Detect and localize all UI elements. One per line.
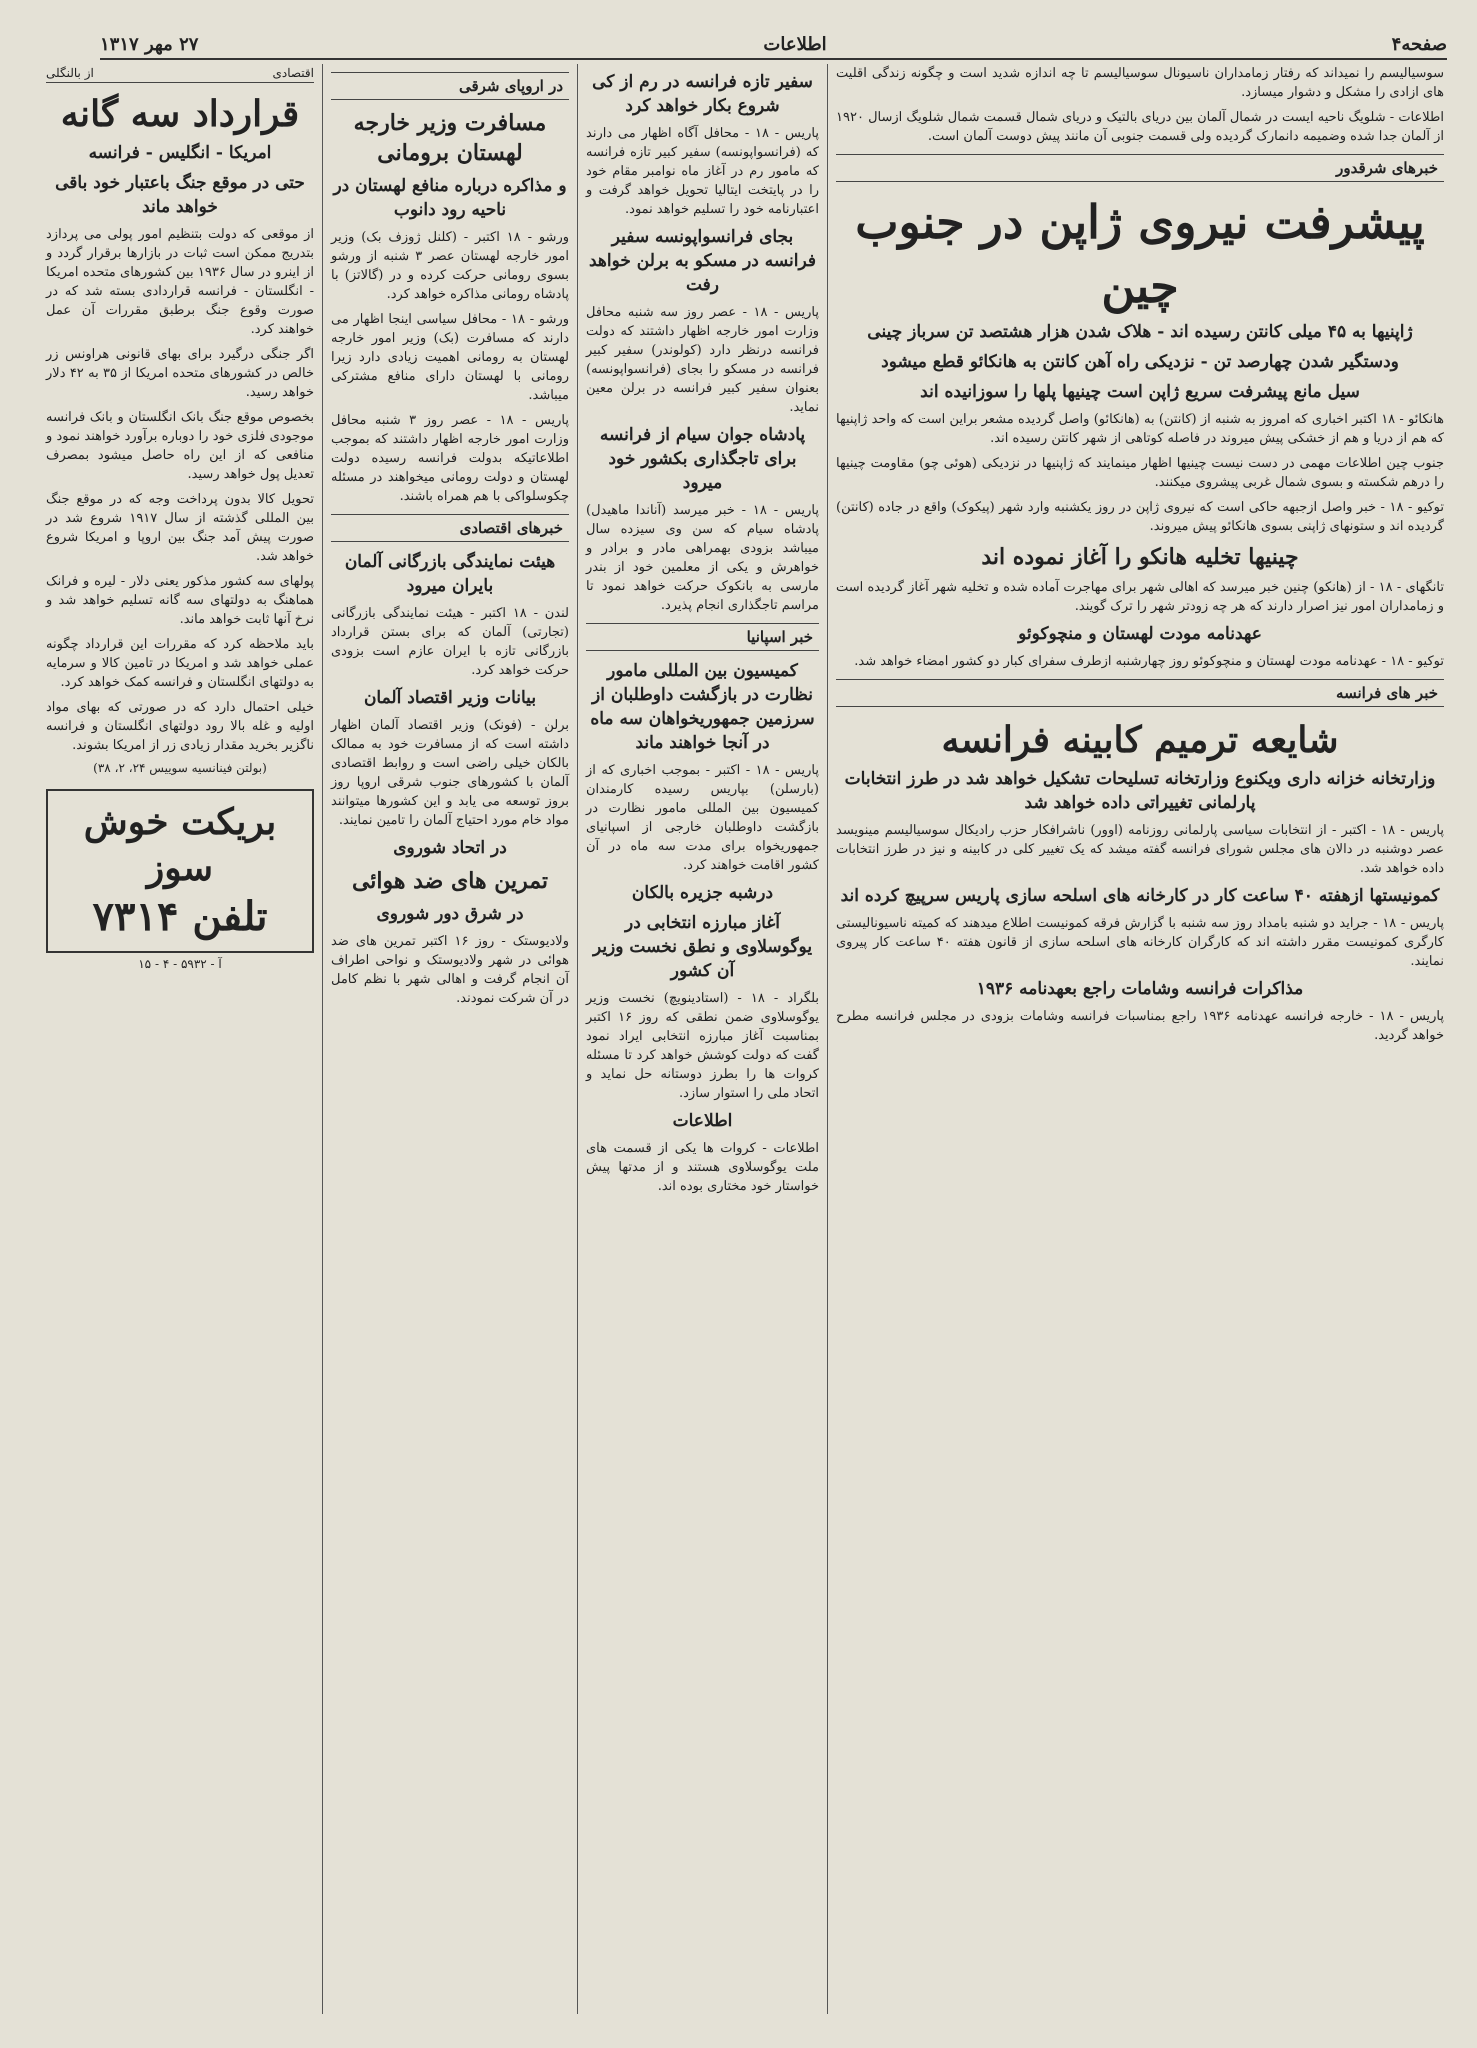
section-eastern-europe: در اروپای شرقی: [331, 72, 569, 100]
headline-negotiations: مذاکرات فرانسه وشامات راجع بعهدنامه ۱۹۳۶: [976, 979, 1304, 999]
column-rule: [827, 64, 828, 2014]
headline-france-rome: سفیر تازه فرانسه در رم از کی شروع بکار خواهد کرد: [592, 72, 813, 116]
article-text: پاریس - ۱۸ - خبر میرسد (آناندا ماهیدل) پادشاه سیام که سن وی سیزده سال میباشد بزودی بهمراهی مادر و برادر و خواهرش و یکی از معلمین خود از بندر مارسی به بانکوک حرکت خواهد نمود تا مراسم تاجگذاری انجام پذیرد.: [586, 503, 819, 613]
article-text: برلن - (فونک) وزیر اقتصاد آلمان اظهار داشته است که از مسافرت خود به ممالک بالکان خیلی راضی است و روابط اقتصادی آلمان با کشورهای جنوب شرقی اروپا روز بروز توسعه می یابد و این کشورها میتوانند مواد خام مورد احتیاج آلمان را تامین نمایند.: [331, 718, 569, 828]
article-text: باید ملاحظه کرد که مقررات این قرارداد چگونه عملی خواهد شد و امریکا در تامین کالا و سرمایه به دولتهای انگلستان و فرانسه کمک خواهد کرد.: [46, 637, 314, 690]
headline-yugoslavia: آغاز مبارزه انتخابی در یوگوسلاوی و نطق نخست وزیر آن کشور: [592, 913, 813, 981]
source-label: از بالنگلی: [46, 66, 94, 80]
column-4: [40, 64, 320, 2014]
article-text: تحویل کالا بدون پرداخت وجه که در موقع جنگ بین المللی گذشته از سال ۱۹۱۷ شروع شد در صورت پیش آمد جنگ بین اروپا و امریکا شروع خواهد شد.: [46, 492, 314, 564]
section-soviet-union: در اتحاد شوروی: [393, 838, 507, 858]
section-far-east: خبرهای شرقدور: [836, 154, 1444, 182]
headline-poland-minister: مسافرت وزیر خارجه لهستان برومانی: [353, 110, 547, 166]
article-text: پولهای سه کشور مذکور یعنی دلار - لیره و فرانک هماهنگ به دولتهای سه گانه تسلیم خواهد شد و نرخ آنها ثابت خواهد ماند.: [46, 574, 314, 627]
article-text: از موقعی که دولت بتنظیم امور پولی می پردازد بتدریج ممکن است ثبات در بازارها برقرار گردد و از اینرو در سال ۱۹۳۶ بین کشورهای متحده امریکا - انگلستان - فرانسه قراردادی بسته شد که در صورت وقوع جنگ برطبق مقررات آن عمل خواهند کرد.: [46, 227, 314, 337]
headline-siam-king: پادشاه جوان سیام از فرانسه برای تاجگذاری بکشور خود میرود: [599, 425, 806, 493]
subheadline: سیل مانع پیشرفت سریع ژاپن است چینیها پلها را سوزانیده اند: [920, 382, 1360, 402]
article-text: سوسیالیسم را نمیداند که رفتار زمامداران ناسیونال سوسیالیسم تا چه اندازه شدید است و چگونه زندگی اقلیت های ازادی را مشکل و دشوار میسازد.: [836, 66, 1444, 100]
headline-commission: کمیسیون بین المللی مامور نظارت در بازگشت داوطلبان از سرزمین جمهوریخواهان سه ماه در آنجا خواهند ماند: [590, 661, 815, 753]
subheadline: وزارتخانه خزانه داری ویکنوع وزارتخانه تسلیحات تشکیل خواهد شد در طرز انتخابات پارلمانی تغییراتی داده خواهد شد: [844, 769, 1436, 813]
article-source: (بولتن فینانسیه سوییس ۲۴، ۲، ۳۸): [93, 761, 267, 775]
article-text: خیلی احتمال دارد که در صورتی که بهای مواد اولیه و غله بالا رود دولتهای انگلستان و فرانسه ناگزیر بخرید مقدار زیادی زر از امریکا بشوند.: [46, 700, 314, 753]
article-text: اطلاعات - شلویگ ناحیه ایست در شمال آلمان بین دریای بالتیک و دریای شمال قسمت شمال شلویگ ازسال ۱۹۲۰ از آلمان جدا شده وضمیمه دانمارک گردیده ولی قسمت جنوبی آن مانند پیش دوست آلمان است.: [836, 110, 1444, 144]
column-rule: [577, 64, 578, 2014]
article-text: پاریس - ۱۸ - خارجه فرانسه عهدنامه ۱۹۳۶ راجع بمناسبات فرانسه وشامات بزودی در مجلس فرانسه مطرح خواهد گردید.: [836, 1009, 1444, 1043]
article-text: بخصوص موقع جنگ بانک انگلستان و بانک فرانسه موجودی فلزی خود را دوباره برآورد خواهند نمود و منافعی که از این راه حاصل میشود بمصرف تعدیل پول خواهد رسید.: [46, 410, 314, 482]
article-text: جنوب چین اطلاعات مهمی در دست نیست چینیها اظهار مینمایند که ژاپنیها در نزدیکی (هوئی چو) مقاومت چینیها را درهم شکسته و بسوی شمال غربی پیشروی میکنند.: [836, 456, 1444, 490]
headline-french-cabinet: شایعه ترمیم کابینه فرانسه: [941, 719, 1339, 761]
headline-air-defense: تمرین های ضد هوائی: [351, 868, 549, 894]
headline-hankou: چینیها تخلیه هانکو را آغاز نموده اند: [981, 544, 1299, 570]
advertisement: [46, 789, 314, 953]
subheadline: در شرق دور شوروی: [376, 904, 524, 924]
subheadline: ودستگیر شدن چهارصد تن - نزدیکی راه آهن کانتن به هانکائو قطع میشود: [881, 352, 1399, 372]
article-text: پاریس - ۱۸ - محافل آگاه اظهار می دارند که (فرانسواپونسه) سفیر کبیر تازه فرانسه که مامور رم در آغاز ماه نوامبر مقام خود را در پایتخت ایتالیا تحویل خواهد گرفت و اعتبارنامه خود را تسلیم خواهد نمود.: [586, 126, 819, 217]
column-header: [46, 64, 314, 83]
article-text: پاریس - ۱۸ - اکتبر - از انتخابات سیاسی پارلمانی روزنامه (اوور) ناشرافکار حزب رادیکال سوسیالیسم مینویسد عصر دوشنبه در دالان های مجلس شورای فرانسه گفته میشد که یک تغییر کلی در کابینه و نیز در طرز انتخابات داده خواهد شد.: [836, 823, 1444, 876]
section-economic-label: اقتصادی: [272, 66, 314, 80]
page-number: صفحه۴: [1391, 33, 1447, 55]
section-balkans: درشبه جزیره بالکان: [631, 883, 774, 903]
ad-code: آ - ۵۹۳۲ - ۴ - ۱۵: [138, 957, 222, 971]
ettelaat-note: اطلاعات: [672, 1111, 733, 1131]
article-text: توکیو - ۱۸ - خبر واصل ازجبهه حاکی است که نیروی ژاپن در روز یکشنبه وارد شهر (پیکوک) واقع در جاده (کانتن) گردیده اند و ستونهای ژاپنی بسوی هانکائو پیش میروند.: [836, 500, 1444, 534]
masthead: [100, 30, 1447, 60]
article-text: ورشو - ۱۸ - محافل سیاسی اینجا اظهار می دارند که مسافرت (بک) وزیر امور خارجه لهستان به رومانی اهمیت زیادی دارد زیرا رومانی با لهستان دارای منافع مشترکی میباشد.: [331, 312, 569, 403]
article-text: هانکائو - ۱۸ اکتبر اخباری که امروز به شنبه از (کانتن) به (هانکائو) واصل گردیده مشعر براین است که واحد ژاپنیها که هم از دریا و هم از خشکی پیش میروند در فاصله کوتاهی از شهر کانتن رسیده اند.: [836, 412, 1444, 446]
article-text: بلگراد - ۱۸ - (استادینویچ) نخست وزیر یوگوسلاوی ضمن نطقی که روز ۱۶ اکتبر بمناسبت آغاز مبارزه انتخابی ایراد نمود گفت که دولت کوشش خواهد کرد تا مسئله کروات ها را بطرز دوستانه حل نماید و اتحاد ملی را استوار سازد.: [586, 991, 819, 1101]
column-3: [325, 64, 575, 2014]
column-rule: [322, 64, 323, 2014]
subheadline: حتی در موقع جنگ باعتبار خود باقی خواهد ماند: [55, 173, 305, 217]
article-text: ورشو - ۱۸ اکتبر - (کلنل ژوزف بک) وزیر امور خارجه لهستان عصر ۳ شنبه از ورشو بسوی رومانی حرکت کرده و در (گالاتز) با پادشاه رومانی مذاکره خواهد کرد.: [331, 230, 569, 302]
section-economic: خبرهای اقتصادی: [331, 514, 569, 542]
article-text: پاریس - ۱۸ - عصر روز ۳ شنبه محافل وزارت امور خارجه اظهار داشتند که بموجب اطلاعاتیکه بدولت فرانسه رسیده دولت لهستان و دولت رومانی میخواهند در مسئله چکوسلواکی با هم همراه باشند.: [331, 413, 569, 504]
subheadline: و مذاکره درباره منافع لهستان در ناحیه رود دانوب: [333, 176, 567, 220]
headline-france-moscow: بجای فرانسواپونسه سفیر فرانسه در مسکو به برلن خواهد رفت: [588, 227, 817, 295]
headline-japan-china: پیشرفت نیروی ژاپن در جنوب چین: [855, 195, 1425, 313]
issue-date: ۲۷ مهر ۱۳۱۷: [100, 33, 199, 55]
headline-german-delegation: هیئت نمایندگی بازرگانی آلمان بایران میرود: [344, 552, 556, 596]
newspaper-name: اطلاعات: [763, 33, 827, 55]
article-text: اگر جنگی درگیرد برای بهای قانونی هراونس زر خالص در کشورهای متحده امریکا از ۳۵ به ۴۲ دلار خواهد رسید.: [46, 347, 314, 400]
headline-tripartite-agreement: قرارداد سه گانه: [60, 93, 300, 135]
headline-communists: کمونیستها ازهفته ۴۰ ساعت کار در کارخانه های اسلحه سازی پاریس سرپیچ کرده اند: [840, 886, 1440, 906]
ad-title: بریکت خوش سوز: [83, 801, 277, 889]
article-text: تانگهای - ۱۸ - از (هانکو) چنین خبر میرسد که اهالی شهر برای مهاجرت آماده شده و تخلیه شهر آغاز گردیده است و زمامداران امور نیز اصرار دارند که هر چه زودتر شهر را ترک گویند.: [836, 580, 1444, 614]
article-text: توکیو - ۱۸ - عهدنامه مودت لهستان و منچوکوئو روز چهارشنبه ازطرف سفرای کبار دو کشور امضاء خواهد شد.: [854, 654, 1444, 669]
subheadline: امریکا - انگلیس - فرانسه: [88, 143, 272, 163]
column-main: [830, 64, 1450, 2014]
headline-german-economy-minister: بیانات وزیر اقتصاد آلمان: [363, 688, 537, 708]
section-france: خبر های فرانسه: [836, 679, 1444, 707]
article-text: لندن - ۱۸ اکتبر - هیئت نمایندگی بازرگانی (تجارتی) آلمان که برای بستن قرارداد بازرگانی تازه با ایران عازم است بزودی حرکت خواهد کرد.: [331, 606, 569, 678]
subheadline: ژاپنیها به ۴۵ میلی کانتن رسیده اند - هلاک شدن هزار هشتصد تن سرباز چینی: [867, 322, 1413, 342]
article-text: پاریس - ۱۸ - اکتبر - بموجب اخباری که از (بارسلن) بپاریس رسیده کارمندان کمیسیون بین المللی مامور نظارت در بازگشت داوطلبان خارجی از اسپانیای جمهوریخواه برای مدت سه ماه در آن کشور اقامت خواهند کرد.: [586, 763, 819, 873]
column-2: [580, 64, 825, 2014]
section-spain: خبر اسپانیا: [586, 623, 819, 651]
ad-phone: تلفن ۷۳۱۴: [92, 893, 268, 940]
article-text: پاریس - ۱۸ - جراید دو شنبه بامداد روز سه شنبه با گزارش فرقه کمونیست اطلاع میدهند که کمیته ناسیونالیستی کارگری کمونیست مقرر داشته اند که کارگران کارخانه های اسلحه سازی از قانون هفته ۴۰ ساعت کار پیروی نمایند.: [836, 916, 1445, 969]
article-text: پاریس - ۱۸ - عصر روز سه شنبه محافل وزارت امور خارجه اظهار داشتند که دولت فرانسه درنظر دارد (کولوندر) سفیر کبیر فرانسه در مسکو را بجای (فرانسواپونسه) بعنوان سفیر کبیر فرانسه در برلن معین نماید.: [586, 305, 819, 415]
article-text: اطلاعات - کروات ها یکی از قسمت های ملت یوگوسلاوی هستند و از مدتها پیش خواستار خود مختاری بوده اند.: [586, 1141, 819, 1194]
article-text: ولادیوستک - روز ۱۶ اکتبر تمرین های ضد هوائی در شهر ولادیوستک و نواحی اطراف آن انجام گرفت و اهالی شهر با نظم کامل در آن شرکت نمودند.: [331, 934, 569, 1006]
headline-treaty: عهدنامه مودت لهستان و منچوکوئو: [1018, 624, 1262, 644]
